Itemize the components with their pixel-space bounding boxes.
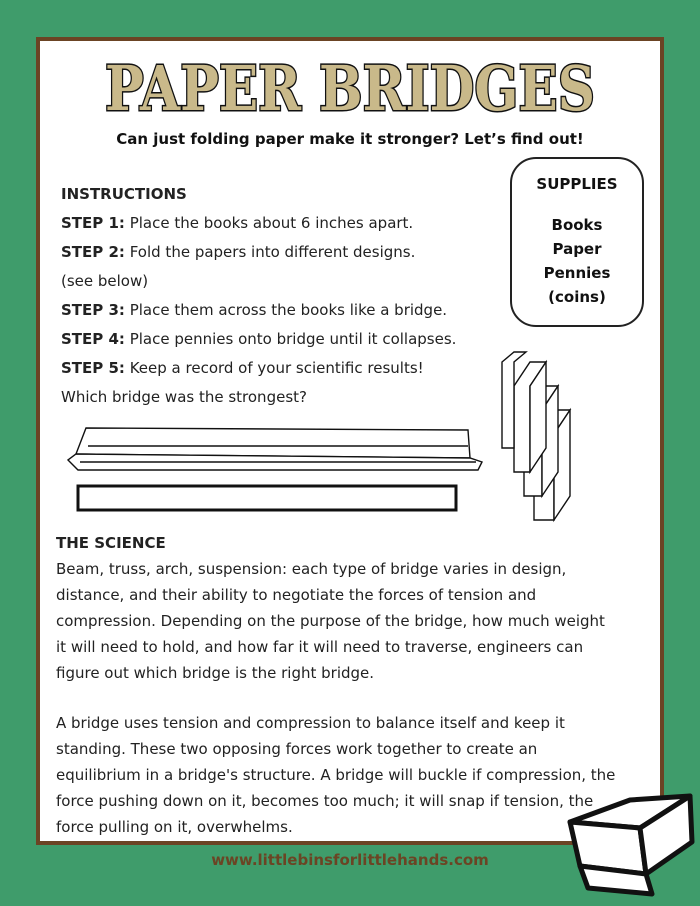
step-text: (see below) [61,272,149,290]
step-label: STEP 1: [61,214,125,232]
science-heading: THE SCIENCE [56,534,166,552]
science-paragraph: Beam, truss, arch, suspension: each type of bridge varies in design, distance, and their ability to negotiate the forces of tension and compression. Depending on the purpose of the bridge, how much weight it will need to hold, and how far it will need to traverse, engineers can figure out which bridge is the right bridge. [56,560,605,682]
channel-paper-illustration [66,422,486,480]
footer-website[interactable]: www.littlebinsforlittlehands.com [211,851,489,869]
flat-paper-illustration [76,484,462,514]
step-2-note [61,267,501,296]
step-label: STEP 3: [61,301,125,319]
step-text: Place pennies onto bridge until it collapses. [124,330,457,348]
closing-question [61,383,501,412]
step-2 [61,238,501,267]
page-title-text: PAPER BRIDGES [105,52,595,125]
instructions-section [61,180,501,412]
supply-item: Paper [552,240,602,258]
step-label: STEP 4: [61,330,125,348]
supplies-heading: SUPPLIES [536,175,618,193]
supply-item: Books [551,216,603,234]
step-text: Which bridge was the strongest? [61,388,307,406]
supply-item: Pennies [543,264,611,282]
step-text: Keep a record of your scientific results! [124,359,424,377]
step-text: Place the books about 6 inches apart. [124,214,414,232]
supply-item: (coins) [548,288,606,306]
science-section [56,530,616,840]
supplies-box [510,157,644,327]
zigzag-paper-illustration [500,350,580,522]
step-5 [61,354,501,383]
folded-paper-corner-illustration [566,792,696,896]
supplies-list [512,213,642,309]
step-label: STEP 2: [61,243,125,261]
subtitle: Can just folding paper make it stronger? Let’s find out! [116,130,584,148]
instructions-heading: INSTRUCTIONS [61,185,187,203]
step-label: STEP 5: [61,359,125,377]
science-paragraph: A bridge uses tension and compression to balance itself and keep it standing. These two opposing forces work together to create an equilibrium in a bridge's structure. A bridge will buckle if compression, the force pushing down on it, becomes too much; it will snap if tension, the force pulling on it, overwhelms. [56,714,616,836]
step-text: Place them across the books like a bridge. [124,301,448,319]
step-3 [61,296,501,325]
step-4 [61,325,501,354]
page-title [100,46,600,124]
step-1 [61,209,501,238]
step-text: Fold the papers into different designs. [124,243,416,261]
